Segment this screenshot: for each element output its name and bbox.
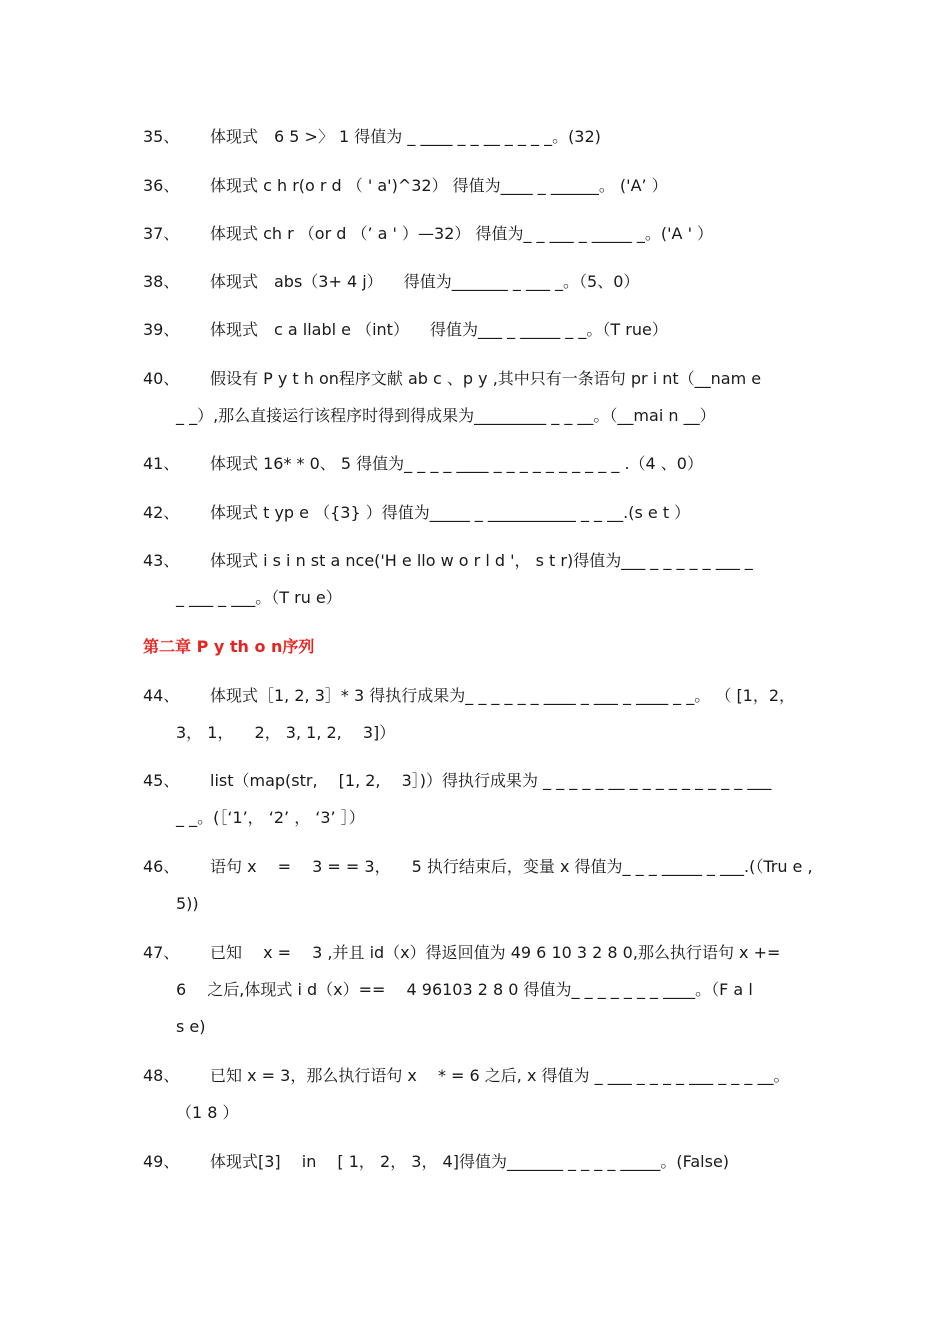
question-39 bbox=[143, 311, 813, 348]
question-number: 46、 bbox=[143, 857, 180, 876]
question-text: 体现式 t yp e （{3} ）得值为_____ _ ___________ _ _ __.(s e t ） bbox=[210, 503, 691, 522]
question-text-continued: 6 之后,体现式 i d（x）== 4 96103 2 8 0 得值为_ _ _ _ _ _ _ ____。（F a l bbox=[176, 980, 753, 999]
question-number: 41、 bbox=[143, 454, 180, 473]
question-text: 体现式 i s i n st a nce('H e llo w o r l d '， s t r)得值为___ _ _ _ _ _ ___ _ bbox=[210, 551, 753, 570]
question-text: 体现式 16* * 0、 5 得值为_ _ _ _ ____ _ _ _ _ _ _ _ _ _ _ .（4 、0） bbox=[210, 454, 703, 473]
question-number: 47、 bbox=[143, 943, 180, 962]
question-text-continued-2: s e) bbox=[176, 1017, 206, 1036]
question-text: 体现式 6 5 >〉 1 得值为 _ ____ _ _ __ _ _ _ _。(32) bbox=[210, 127, 601, 146]
question-number: 42、 bbox=[143, 503, 180, 522]
question-text: list（map(str, [1, 2, 3］)）得执行成果为 _ _ _ _ _ __ _ _ _ _ _ _ _ _ _ ___ bbox=[210, 771, 772, 790]
question-36 bbox=[143, 167, 813, 204]
question-text: 体现式 abs（3+ 4 j） 得值为_______ _ ___ _。（5、0） bbox=[210, 272, 640, 291]
question-text-continued: 3， 1， 2， 3, 1, 2, 3]） bbox=[176, 723, 396, 742]
question-37 bbox=[143, 215, 813, 252]
question-45 bbox=[143, 762, 813, 836]
question-number: 36、 bbox=[143, 176, 180, 195]
question-44 bbox=[143, 677, 813, 751]
question-text: 假设有 P y t h on程序文献 ab c 、p y ,其中只有一条语句 pr i nt（__nam e bbox=[210, 369, 762, 388]
question-text-continued: _ _。(［‘1’， ‘2’ ， ‘3’ ］） bbox=[176, 808, 365, 827]
question-text: 已知 x = 3 ,并且 id（x）得返回值为 49 6 10 3 2 8 0,那么执行语句 x += bbox=[210, 943, 781, 962]
question-text: 体现式[3] in [ 1， 2， 3， 4]得值为_______ _ _ _ _ _____。(False) bbox=[210, 1152, 730, 1171]
question-49 bbox=[143, 1143, 813, 1180]
question-number: 38、 bbox=[143, 272, 180, 291]
question-47 bbox=[143, 934, 813, 1045]
question-35 bbox=[143, 118, 813, 155]
question-text-continued: （1 8 ） bbox=[176, 1103, 239, 1122]
question-number: 40、 bbox=[143, 369, 180, 388]
question-43 bbox=[143, 542, 813, 616]
question-text: 体现式 c a llabl e （int） 得值为___ _ _____ _ _。（T rue） bbox=[210, 320, 668, 339]
question-38 bbox=[143, 263, 813, 300]
question-text-continued: _ _）,那么直接运行该程序时得到得成果为_________ _ _ __。（__mai n __） bbox=[176, 406, 716, 425]
question-40 bbox=[143, 360, 813, 434]
question-text: 体现式 c h r(o r d （ ' a')^32） 得值为____ _ ______。 ('A’ ） bbox=[210, 176, 668, 195]
question-text: 语句 x = 3 = = 3， 5 执行结束后，变量 x 得值为_ _ _ _____ _ ___.(（Tru e , bbox=[210, 857, 813, 876]
question-text-continued: 5)) bbox=[176, 894, 199, 913]
question-42 bbox=[143, 494, 813, 531]
question-number: 39、 bbox=[143, 320, 180, 339]
question-number: 43、 bbox=[143, 551, 180, 570]
question-text: 体现式 ch r （or d （’ a ' ）—32） 得值为_ _ ___ _ _____ _。('A ' ） bbox=[210, 224, 714, 243]
question-text: 已知 x = 3，那么执行语句 x * = 6 之后, x 得值为 _ ___ _ _ _ _ ___ _ _ _ __。 bbox=[210, 1066, 790, 1085]
question-text-continued: _ ___ _ ___。（T ru e） bbox=[176, 588, 342, 607]
question-41 bbox=[143, 445, 813, 482]
chapter-heading: 第二章 P y th o n序列 bbox=[143, 637, 315, 656]
question-number: 49、 bbox=[143, 1152, 180, 1171]
question-number: 44、 bbox=[143, 686, 180, 705]
question-number: 35、 bbox=[143, 127, 180, 146]
question-number: 45、 bbox=[143, 771, 180, 790]
question-48 bbox=[143, 1057, 813, 1131]
question-number: 48、 bbox=[143, 1066, 180, 1085]
question-number: 37、 bbox=[143, 224, 180, 243]
question-text: 体现式［1, 2, 3］* 3 得执行成果为_ _ _ _ _ _ ____ _ ___ _ ____ _ _。 （ [1，2， bbox=[210, 686, 796, 705]
question-46 bbox=[143, 848, 813, 922]
